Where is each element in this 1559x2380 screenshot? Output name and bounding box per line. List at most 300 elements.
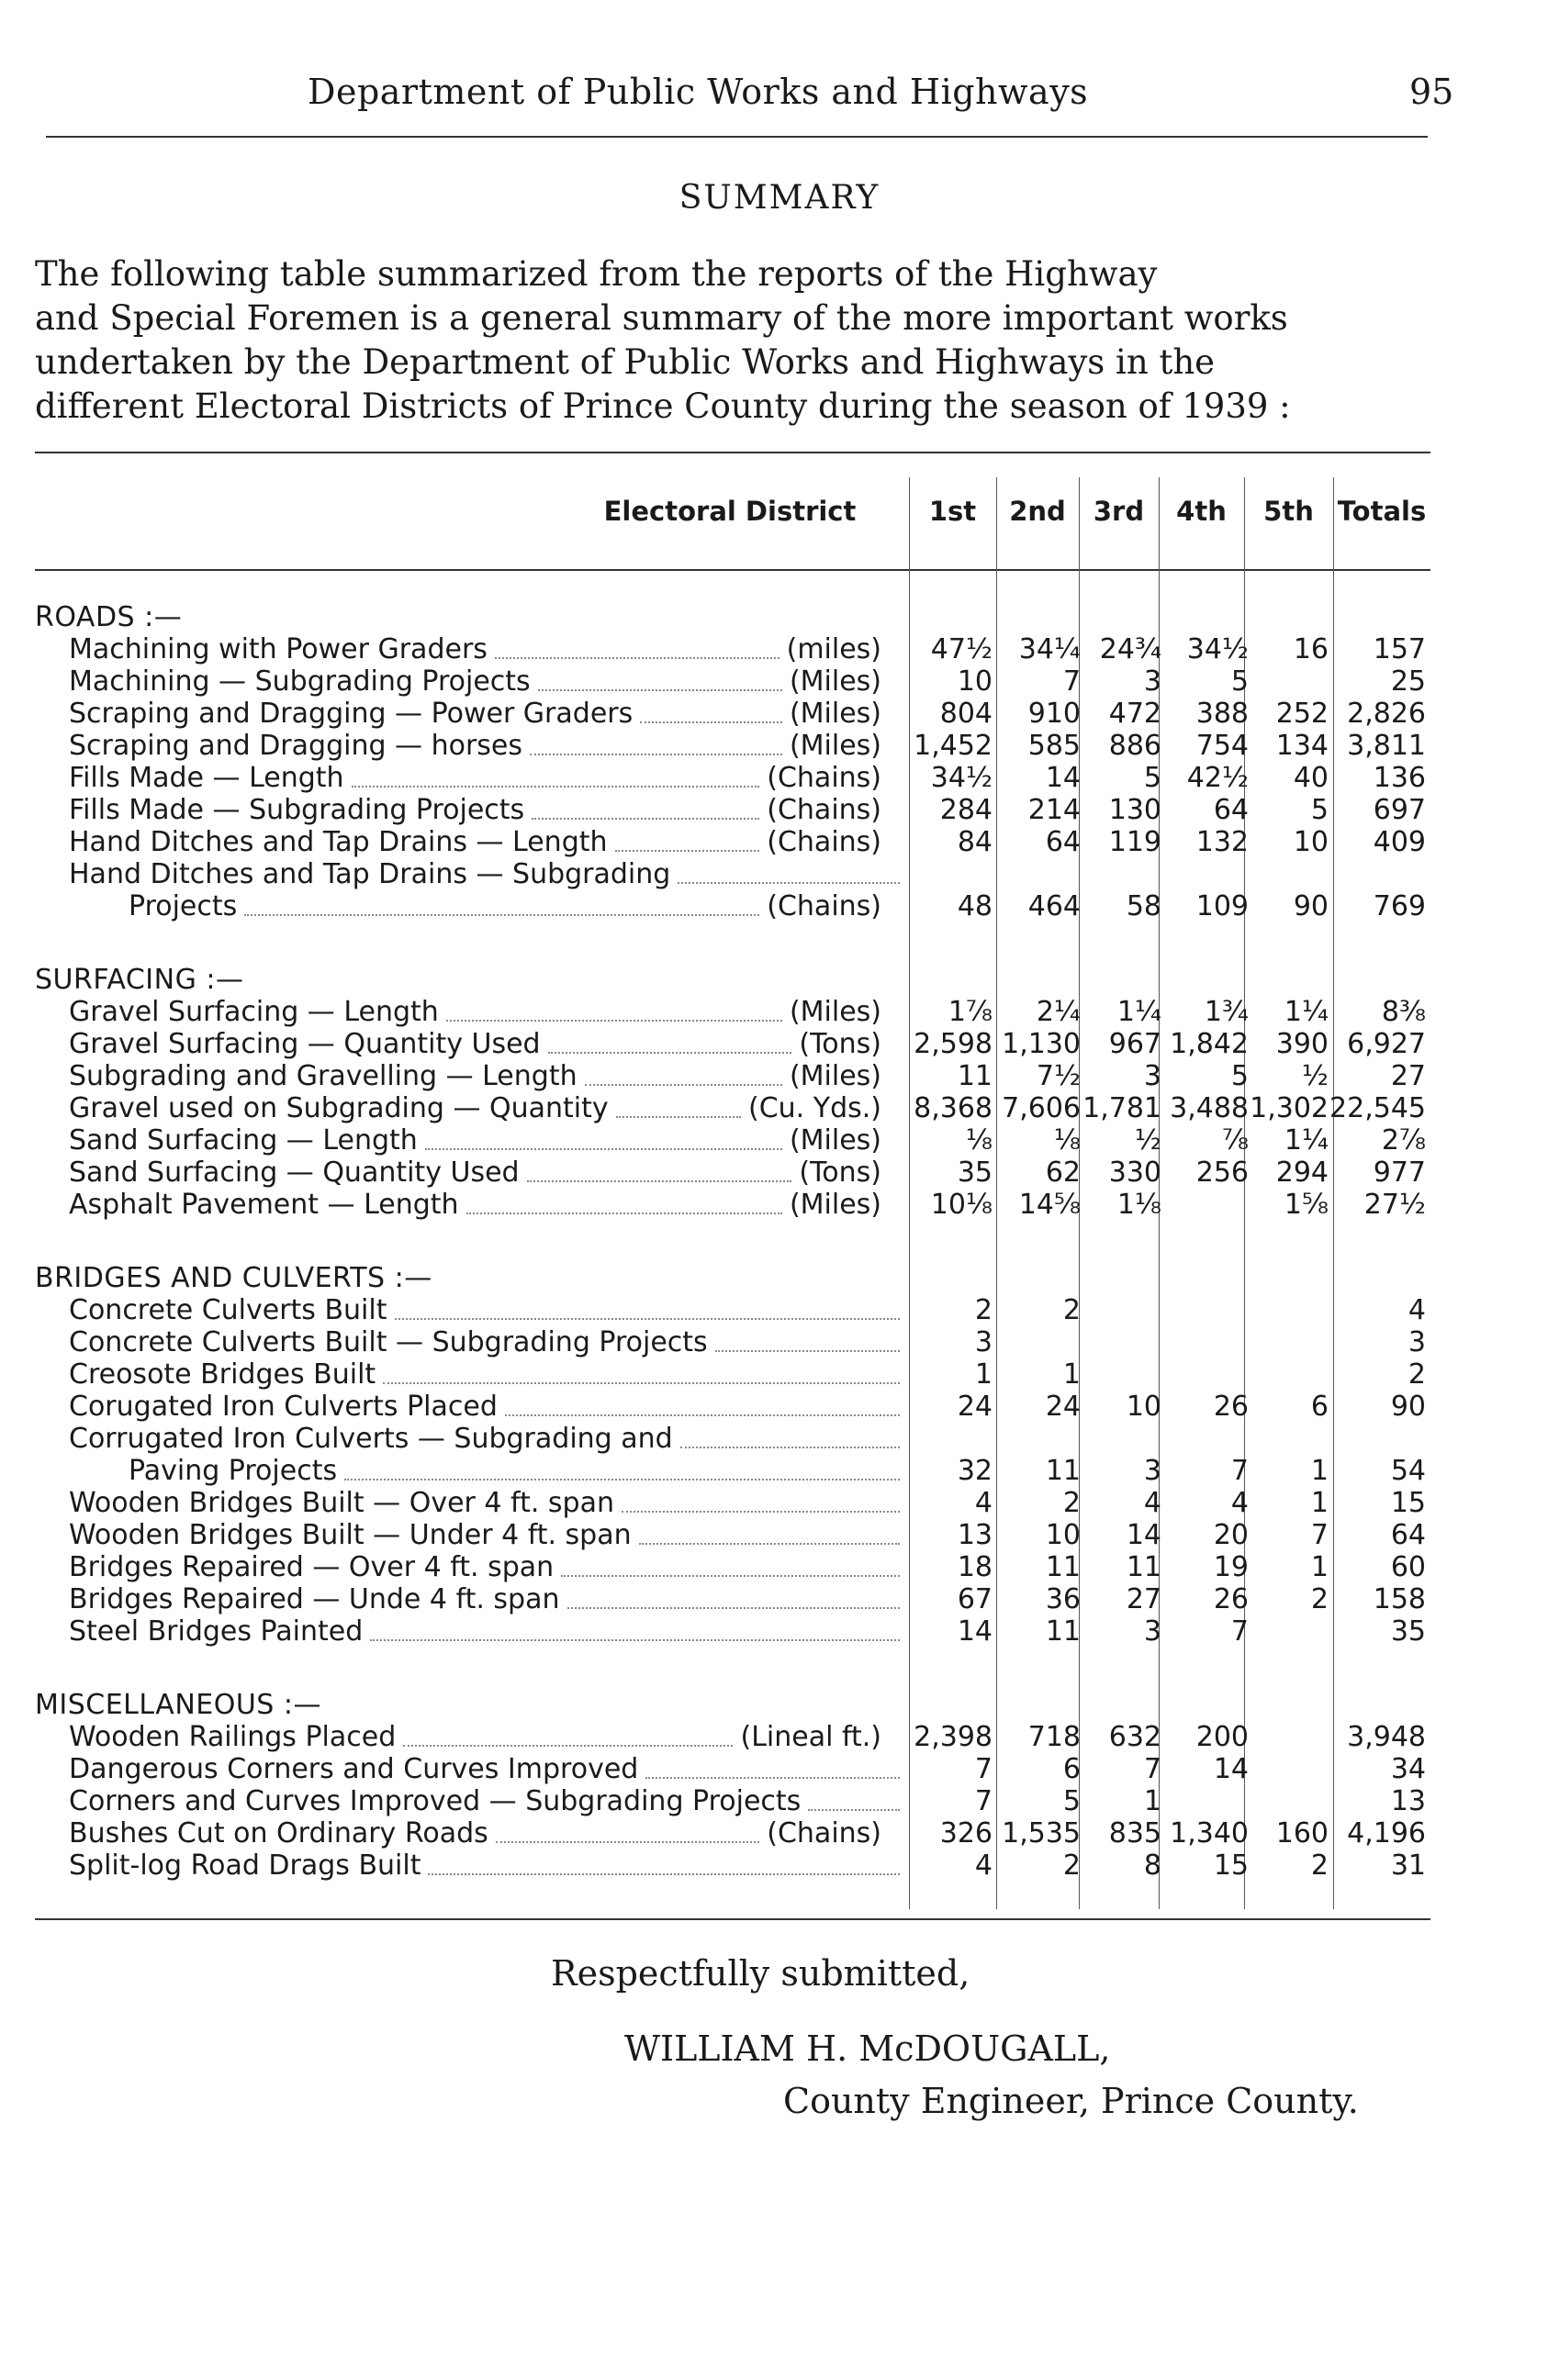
leader-dots (532, 818, 759, 820)
row-unit: (Miles) (789, 1060, 881, 1092)
table-row (0, 1785, 1559, 1818)
district-cell: 36 (1045, 1583, 1081, 1615)
leader-dots (538, 689, 782, 691)
section-heading: ROADS :— (35, 601, 183, 633)
district-cell: 3 (974, 1326, 993, 1358)
row-label: Hand Ditches and Tap Drains — Subgrading (69, 858, 671, 890)
district-cell: 6 (1310, 1391, 1329, 1423)
district-cell: 8,368 (914, 1092, 993, 1124)
district-cell: 910 (1027, 698, 1081, 730)
district-cell: 3 (1143, 1060, 1161, 1092)
district-cell: 390 (1275, 1028, 1329, 1060)
row-unit: (Chains) (767, 762, 881, 794)
intro-line: undertaken by the Department of Public Works and Highways in the (35, 342, 1216, 382)
leader-dots (403, 1745, 733, 1747)
row-label: Scraping and Dragging — Power Graders (69, 698, 634, 730)
total-cell: 2 (1408, 1358, 1426, 1391)
district-cell: 886 (1108, 730, 1161, 762)
district-cell: 7 (1310, 1519, 1329, 1551)
leader-dots (395, 1318, 900, 1320)
district-cell: 64 (1045, 826, 1081, 858)
running-header: Department of Public Works and Highways (308, 72, 1089, 112)
district-cell: 109 (1195, 890, 1249, 922)
leader-dots (244, 914, 759, 916)
table-row (0, 762, 1559, 795)
table-row (0, 1583, 1559, 1616)
row-label: Dangerous Corners and Curves Improved (69, 1753, 639, 1785)
row-label: Gravel Surfacing — Length (69, 996, 439, 1028)
row-label: Concrete Culverts Built (69, 1294, 387, 1326)
district-cell: 1 (1310, 1455, 1329, 1487)
row-label: Corrugated Iron Culverts — Subgrading and (69, 1423, 673, 1455)
intro-line: and Special Foremen is a general summary of the more important works (35, 298, 1288, 338)
district-cell: 119 (1108, 826, 1161, 858)
row-label: Fills Made — Length (69, 762, 344, 794)
district-cell: 34½ (1186, 633, 1249, 665)
district-cell: 5 (1230, 1060, 1249, 1092)
row-label: Subgrading and Gravelling — Length (69, 1060, 578, 1092)
district-cell: 14 (1213, 1753, 1249, 1785)
total-cell: 2⅞ (1381, 1124, 1426, 1156)
table-row (0, 730, 1559, 763)
total-cell: 157 (1373, 633, 1426, 665)
district-cell: 472 (1108, 698, 1161, 730)
district-cell: 7½ (1036, 1060, 1081, 1092)
column-header: Totals (1337, 496, 1427, 527)
total-cell: 136 (1373, 762, 1426, 794)
table-row (0, 1326, 1559, 1359)
district-cell: 284 (939, 794, 993, 826)
district-cell: 2 (1062, 1849, 1081, 1882)
district-cell: 10⅛ (930, 1189, 993, 1221)
row-label: Steel Bridges Painted (69, 1615, 364, 1648)
leader-dots (808, 1809, 900, 1811)
district-cell: 34¼ (1018, 633, 1081, 665)
leader-dots (622, 1511, 900, 1513)
district-cell: 11 (957, 1060, 993, 1092)
district-cell: 330 (1108, 1156, 1161, 1189)
table-row-continuation (0, 1455, 1559, 1488)
district-cell: 294 (1275, 1156, 1329, 1189)
total-cell: 8⅜ (1381, 996, 1426, 1028)
district-cell: 200 (1195, 1721, 1249, 1753)
district-cell: 1,535 (1002, 1817, 1081, 1849)
district-cell: 7 (1230, 1615, 1249, 1648)
district-cell: 1,842 (1170, 1028, 1249, 1060)
district-cell: 252 (1275, 698, 1329, 730)
row-label-continuation: Projects (129, 890, 238, 922)
leader-dots (567, 1607, 900, 1609)
district-cell: 14 (1045, 762, 1081, 794)
signatory-name: WILLIAM H. McDOUGALL, (624, 2028, 1111, 2069)
district-cell: 26 (1213, 1391, 1249, 1423)
total-cell: 4 (1408, 1294, 1426, 1326)
total-cell: 64 (1390, 1519, 1426, 1551)
total-cell: 2,826 (1347, 698, 1426, 730)
district-cell: 1⅞ (948, 996, 993, 1028)
district-cell: 464 (1027, 890, 1081, 922)
leader-dots (615, 850, 759, 852)
district-cell: 6 (1062, 1753, 1081, 1785)
total-cell: 27 (1390, 1060, 1426, 1092)
row-unit: (Miles) (789, 698, 881, 730)
table-row (0, 1294, 1559, 1327)
total-cell: 409 (1373, 826, 1426, 858)
row-unit: (miles) (786, 633, 881, 665)
row-label: Asphalt Pavement — Length (69, 1189, 459, 1221)
district-cell: 967 (1108, 1028, 1161, 1060)
total-cell: 6,927 (1347, 1028, 1426, 1060)
table-row (0, 698, 1559, 731)
row-label-continuation: Paving Projects (129, 1455, 338, 1487)
district-cell: 32 (957, 1455, 993, 1487)
row-unit: (Lineal ft.) (740, 1721, 881, 1753)
district-cell: 11 (1045, 1615, 1081, 1648)
column-header: 2nd (1009, 496, 1066, 527)
district-cell: 5 (1062, 1785, 1081, 1817)
district-cell: 1¼ (1284, 996, 1329, 1028)
table-row (0, 1849, 1559, 1883)
district-cell: 3 (1143, 1615, 1161, 1648)
district-cell: 804 (939, 698, 993, 730)
intro-line: different Electoral Districts of Prince County during the season of 1939 : (35, 386, 1291, 426)
row-label: Creosote Bridges Built (69, 1358, 376, 1391)
district-cell: 84 (957, 826, 993, 858)
district-cell: 2,398 (914, 1721, 993, 1753)
total-cell: 15 (1390, 1487, 1426, 1519)
leader-dots (616, 1116, 741, 1118)
column-header: 3rd (1093, 496, 1145, 527)
row-label: Bridges Repaired — Over 4 ft. span (69, 1551, 555, 1583)
district-cell: 754 (1195, 730, 1249, 762)
table-row (0, 1423, 1559, 1456)
district-cell: 1 (1143, 1785, 1161, 1817)
section-heading: MISCELLANEOUS :— (35, 1689, 321, 1721)
district-cell: 4 (974, 1487, 993, 1519)
row-unit: (Cu. Yds.) (748, 1092, 881, 1124)
table-row (0, 1028, 1559, 1061)
district-cell: 62 (1045, 1156, 1081, 1189)
leader-dots (428, 1873, 900, 1875)
row-label: Wooden Railings Placed (69, 1721, 397, 1753)
total-cell: 34 (1390, 1753, 1426, 1785)
leader-dots (352, 786, 759, 788)
district-cell: 16 (1293, 633, 1329, 665)
district-cell: 1⅛ (1116, 1189, 1161, 1221)
district-cell: 11 (1045, 1455, 1081, 1487)
total-cell: 31 (1390, 1849, 1426, 1882)
district-cell: 42½ (1186, 762, 1249, 794)
row-unit: (Chains) (767, 1817, 881, 1849)
table-row (0, 858, 1559, 891)
table-row (0, 665, 1559, 698)
table-row (0, 1487, 1559, 1520)
district-cell: 11 (1045, 1551, 1081, 1583)
total-cell: 158 (1373, 1583, 1426, 1615)
leader-dots (548, 1052, 791, 1054)
intro-paragraph (35, 252, 1430, 429)
table-row (0, 794, 1559, 827)
district-cell: 1⅝ (1284, 1189, 1329, 1221)
table-row (0, 1551, 1559, 1584)
district-cell: 48 (957, 890, 993, 922)
district-cell: 1 (1310, 1487, 1329, 1519)
leader-dots (530, 754, 782, 755)
table-row (0, 1092, 1559, 1125)
row-unit: (Miles) (789, 996, 881, 1028)
district-cell: 7 (1143, 1753, 1161, 1785)
district-cell: 13 (957, 1519, 993, 1551)
total-cell: 4,196 (1347, 1817, 1426, 1849)
district-cell: 3,488 (1170, 1092, 1249, 1124)
district-cell: 2 (1062, 1294, 1081, 1326)
column-header: Electoral District (603, 496, 857, 527)
leader-dots (527, 1180, 791, 1182)
district-cell: 15 (1213, 1849, 1249, 1882)
section-title: SUMMARY (679, 179, 880, 217)
district-cell: 5 (1310, 794, 1329, 826)
district-cell: 14 (957, 1615, 993, 1648)
table-row (0, 1156, 1559, 1190)
district-cell: 10 (957, 665, 993, 698)
table-row (0, 826, 1559, 859)
row-label: Gravel used on Subgrading — Quantity (69, 1092, 609, 1124)
district-cell: 1¼ (1284, 1124, 1329, 1156)
column-header: 5th (1263, 496, 1314, 527)
leader-dots (680, 1447, 900, 1448)
table-row (0, 996, 1559, 1029)
row-label: Fills Made — Subgrading Projects (69, 794, 525, 826)
total-cell: 90 (1390, 1391, 1426, 1423)
district-cell: 8 (1143, 1849, 1161, 1882)
leader-dots (678, 882, 900, 884)
leader-dots (446, 1020, 782, 1022)
closing-line: Respectfully submitted, (551, 1953, 970, 1994)
district-cell: 20 (1213, 1519, 1249, 1551)
table-bottom-rule (35, 1918, 1430, 1920)
district-cell: 3 (1143, 1455, 1161, 1487)
section-heading: SURFACING :— (35, 964, 244, 996)
table-row (0, 1615, 1559, 1648)
row-label: Corners and Curves Improved — Subgrading Projects (69, 1785, 802, 1817)
district-cell: 5 (1143, 762, 1161, 794)
district-cell: 585 (1027, 730, 1081, 762)
total-cell: 22,545 (1329, 1092, 1426, 1124)
table-row (0, 1817, 1559, 1850)
district-cell: 7,606 (1002, 1092, 1081, 1124)
row-unit: (Tons) (799, 1156, 881, 1189)
district-cell: 14 (1126, 1519, 1161, 1551)
section-heading: BRIDGES AND CULVERTS :— (35, 1262, 432, 1294)
district-cell: 7 (974, 1785, 993, 1817)
district-cell: 256 (1195, 1156, 1249, 1189)
table-row (0, 1060, 1559, 1093)
district-cell: 1,340 (1170, 1817, 1249, 1849)
leader-dots (383, 1382, 900, 1384)
total-cell: 27½ (1363, 1189, 1426, 1221)
table-row (0, 1358, 1559, 1391)
district-cell: 2 (974, 1294, 993, 1326)
district-cell: 4 (974, 1849, 993, 1882)
district-cell: 10 (1293, 826, 1329, 858)
row-label: Gravel Surfacing — Quantity Used (69, 1028, 541, 1060)
intro-line: The following table summarized from the reports of the Highway (35, 254, 1158, 294)
district-cell: 4 (1143, 1487, 1161, 1519)
district-cell: 27 (1126, 1583, 1161, 1615)
district-cell: 18 (957, 1551, 993, 1583)
row-label: Scraping and Dragging — horses (69, 730, 522, 762)
district-cell: 64 (1213, 794, 1249, 826)
total-cell: 54 (1390, 1455, 1426, 1487)
district-cell: 7 (1230, 1455, 1249, 1487)
leader-dots (585, 1084, 782, 1086)
district-cell: 1,302 (1250, 1092, 1329, 1124)
district-cell: 35 (957, 1156, 993, 1189)
district-cell: 1,781 (1082, 1092, 1161, 1124)
district-cell: 718 (1027, 1721, 1081, 1753)
district-cell: 1¾ (1204, 996, 1249, 1028)
table-header-rule (35, 569, 1430, 571)
row-unit: (Chains) (767, 794, 881, 826)
row-label: Sand Surfacing — Length (69, 1124, 418, 1156)
district-cell: 67 (957, 1583, 993, 1615)
row-label: Wooden Bridges Built — Over 4 ft. span (69, 1487, 614, 1519)
district-cell: 388 (1195, 698, 1249, 730)
total-cell: 3,948 (1347, 1721, 1426, 1753)
district-cell: 835 (1108, 1817, 1161, 1849)
district-cell: 1¼ (1116, 996, 1161, 1028)
district-cell: 2 (1062, 1487, 1081, 1519)
district-cell: ⅛ (1053, 1124, 1081, 1156)
district-cell: 19 (1213, 1551, 1249, 1583)
district-cell: 40 (1293, 762, 1329, 794)
district-cell: 24 (957, 1391, 993, 1423)
row-label: Machining — Subgrading Projects (69, 665, 531, 698)
total-cell: 13 (1390, 1785, 1426, 1817)
table-row (0, 1391, 1559, 1424)
district-cell: 58 (1126, 890, 1161, 922)
leader-dots (715, 1350, 900, 1352)
district-cell: ½ (1301, 1060, 1329, 1092)
row-label: Bushes Cut on Ordinary Roads (69, 1817, 488, 1849)
row-unit: (Chains) (767, 826, 881, 858)
district-cell: 26 (1213, 1583, 1249, 1615)
row-label: Machining with Power Graders (69, 633, 488, 665)
district-cell: 34½ (930, 762, 993, 794)
table-row (0, 1189, 1559, 1222)
page-number: 95 (1409, 72, 1454, 112)
district-cell: 1 (974, 1358, 993, 1391)
district-cell: 90 (1293, 890, 1329, 922)
table-top-rule (35, 452, 1430, 453)
district-cell: 1 (1310, 1551, 1329, 1583)
column-header: 1st (928, 496, 977, 527)
district-cell: 214 (1027, 794, 1081, 826)
row-label: Split-log Road Drags Built (69, 1849, 421, 1882)
signatory-title: County Engineer, Prince County. (783, 2081, 1359, 2121)
district-cell: 10 (1126, 1391, 1161, 1423)
total-cell: 35 (1390, 1615, 1426, 1648)
district-cell: 7 (974, 1753, 993, 1785)
district-cell: 1 (1062, 1358, 1081, 1391)
row-label: Sand Surfacing — Quantity Used (69, 1156, 520, 1189)
row-unit: (Chains) (767, 890, 881, 922)
leader-dots (344, 1479, 900, 1481)
table-row (0, 1519, 1559, 1552)
table-row (0, 1753, 1559, 1786)
district-cell: 14⅝ (1018, 1189, 1081, 1221)
column-header: 4th (1176, 496, 1227, 527)
district-cell: 160 (1275, 1817, 1329, 1849)
district-cell: 2 (1310, 1849, 1329, 1882)
row-label: Wooden Bridges Built — Under 4 ft. span (69, 1519, 632, 1551)
total-cell: 3 (1408, 1326, 1426, 1358)
district-cell: 1,130 (1002, 1028, 1081, 1060)
total-cell: 769 (1373, 890, 1426, 922)
district-cell: 130 (1108, 794, 1161, 826)
row-label: Bridges Repaired — Unde 4 ft. span (69, 1583, 560, 1615)
district-cell: ½ (1134, 1124, 1161, 1156)
row-unit: (Tons) (799, 1028, 881, 1060)
leader-dots (496, 1841, 759, 1843)
table-row (0, 1124, 1559, 1157)
district-cell: ⅛ (965, 1124, 993, 1156)
row-unit: (Miles) (789, 730, 881, 762)
district-cell: 326 (939, 1817, 993, 1849)
district-cell: 10 (1045, 1519, 1081, 1551)
row-unit: (Miles) (789, 1189, 881, 1221)
district-cell: 2 (1310, 1583, 1329, 1615)
district-cell: ⅞ (1221, 1124, 1249, 1156)
row-unit: (Miles) (789, 1124, 881, 1156)
row-label: Concrete Culverts Built — Subgrading Projects (69, 1326, 708, 1358)
row-unit: (Miles) (789, 665, 881, 698)
leader-dots (639, 1543, 900, 1545)
total-cell: 697 (1373, 794, 1426, 826)
district-cell: 5 (1230, 665, 1249, 698)
district-cell: 24 (1045, 1391, 1081, 1423)
district-cell: 3 (1143, 665, 1161, 698)
leader-dots (425, 1148, 782, 1150)
leader-dots (466, 1212, 782, 1214)
header-rule (46, 136, 1428, 138)
total-cell: 25 (1390, 665, 1426, 698)
table-row-continuation (0, 890, 1559, 923)
district-cell: 47½ (930, 633, 993, 665)
table-row (0, 1721, 1559, 1754)
leader-dots (640, 721, 782, 723)
total-cell: 60 (1390, 1551, 1426, 1583)
district-cell: 632 (1108, 1721, 1161, 1753)
total-cell: 977 (1373, 1156, 1426, 1189)
district-cell: 11 (1126, 1551, 1161, 1583)
district-cell: 134 (1275, 730, 1329, 762)
district-cell: 24¾ (1099, 633, 1161, 665)
leader-dots (370, 1639, 900, 1641)
district-cell: 4 (1230, 1487, 1249, 1519)
leader-dots (561, 1575, 900, 1577)
leader-dots (505, 1414, 900, 1416)
leader-dots (645, 1777, 900, 1779)
district-cell: 1,452 (914, 730, 993, 762)
row-label: Hand Ditches and Tap Drains — Length (69, 826, 608, 858)
district-cell: 132 (1195, 826, 1249, 858)
district-cell: 2,598 (914, 1028, 993, 1060)
row-label: Corugated Iron Culverts Placed (69, 1391, 498, 1423)
total-cell: 3,811 (1347, 730, 1426, 762)
table-row (0, 633, 1559, 666)
district-cell: 7 (1062, 665, 1081, 698)
